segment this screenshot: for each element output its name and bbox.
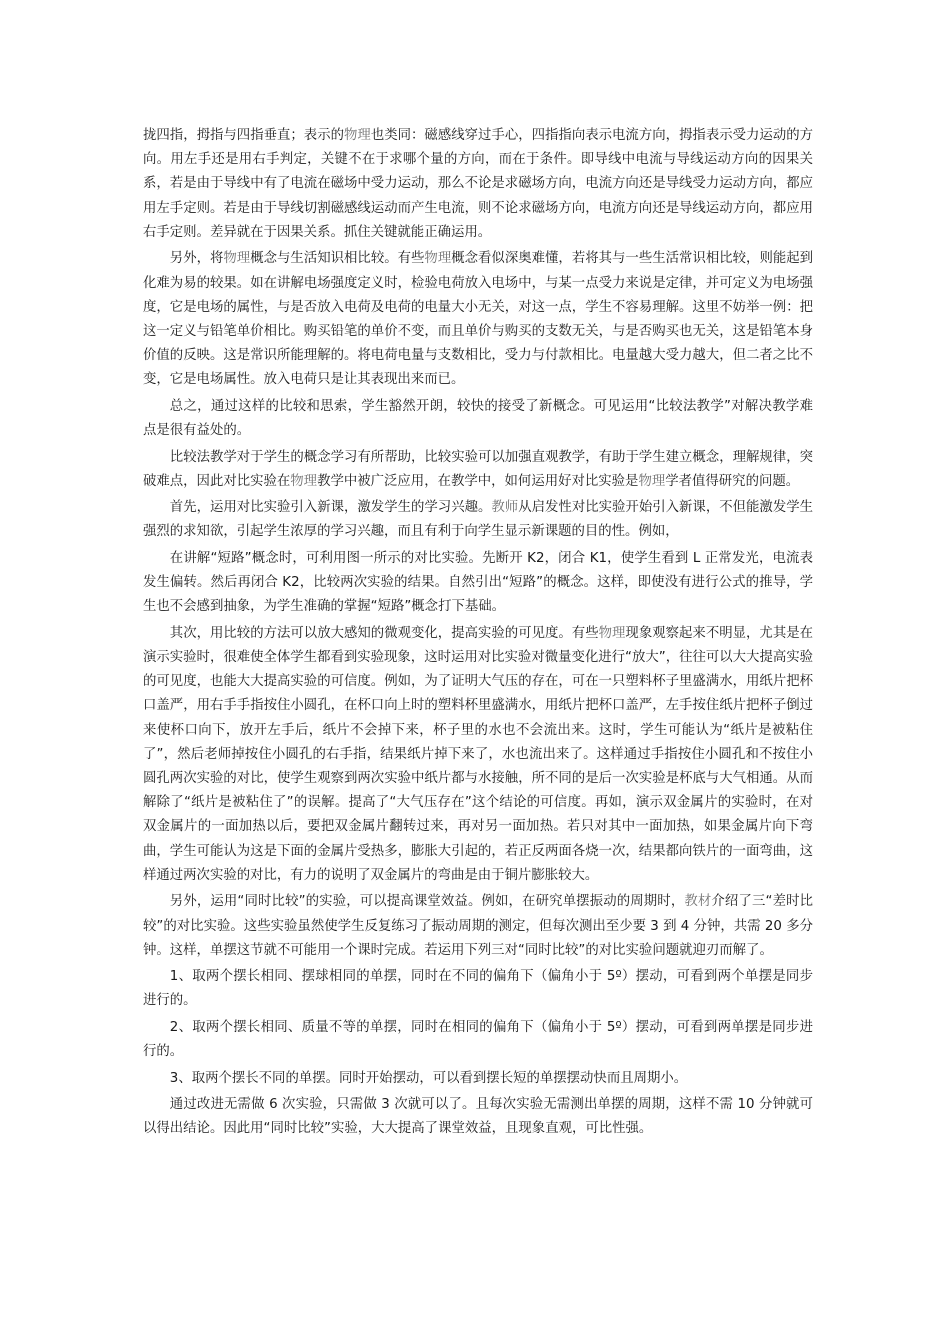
keyword-link-text: 物理 (424, 251, 452, 267)
paragraph-text: 首先，运用对比实验引入新课，激发学生的学习兴趣。 (169, 500, 492, 516)
paragraph-text: 其次，用比较的方法可以放大感知的微观变化，提高实验的可见度。有些 (169, 625, 599, 641)
paragraph (143, 496, 813, 544)
paragraph (143, 965, 813, 1013)
paragraph-text: 教学中被广泛应用，在教学中，如何运用好对比实验是 (317, 473, 639, 489)
keyword-link-text: 物理 (638, 473, 666, 489)
keyword-link-text: 教师 (491, 500, 519, 516)
keyword-link-text: 物理 (598, 625, 626, 641)
paragraph-text: 2、取两个摆长相同、质量不等的单摆，同时在相同的偏角下（偏角小于 5º）摆动，可看到两单摆是同步进行的。 (143, 1019, 813, 1060)
paragraph-text: 概念与生活知识相比较。有些 (250, 251, 425, 267)
paragraph (143, 395, 813, 443)
paragraph-text: 总之，通过这样的比较和思索，学生豁然开朗，较快的接受了新概念。可见运用“比较法教学”对解决教学难点是很有益处的。 (143, 398, 813, 439)
paragraph-text: 另外，将 (169, 251, 224, 267)
paragraph (143, 1067, 813, 1091)
paragraph (143, 547, 813, 620)
paragraph-text: 学者值得研究的问题。 (665, 473, 800, 489)
paragraph-text: 另外，运用“同时比较”的实验，可以提高课堂效益。例如，在研究单摆振动的周期时， (169, 894, 685, 910)
paragraph (143, 890, 813, 963)
paragraph-text: 也类同：磁感线穿过手心，四指指向表示电流方向，拇指表示受力运动的方向。用左手还是用右手判定，关键不在于求哪个量的方向，而在于条件。即导线中电流与导线运动方向的因果关系，若是由于导线中有了电流在磁场中受力运动，那么不论是求磁场方向，电流方向还是导线受力运动方向，都应用左手定则。若是由于导线切割磁感线运动而产生电流，则不论求磁场方向，电流方向还是导线运动方向，都应用右手定则。差异就在于因果关系。抓住关键就能正确运用。 (143, 128, 814, 240)
paragraph (143, 247, 813, 392)
paragraph-text: 拢四指，拇指与四指垂直；表示的 (143, 128, 345, 143)
paragraph (143, 1016, 813, 1064)
paragraph-text: 3、取两个摆长不同的单摆。同时开始摆动，可以看到摆长短的单摆摆动快而且周期小。 (169, 1070, 688, 1086)
paragraph-text: 比较法教学对于学生的概念学习有所帮助，比较实验可以加强直观教学，有助于学生建立概念，理解规律，突破难点，因此对比实验在 (143, 449, 813, 489)
keyword-link-text: 物理 (290, 473, 318, 489)
paragraph (143, 124, 813, 245)
document-page (143, 124, 813, 1144)
paragraph-text: 1、取两个摆长相同、摆球相同的单摆，同时在不同的偏角下（偏角小于 5º）摆动，可看到两个单摆是同步进行的。 (143, 969, 813, 1009)
paragraph-text: 现象观察起来不明显，尤其是在演示实验时，很难使全体学生都看到实验现象，这时运用对比实验对微量变化进行“放大”，往往可以大大提高实验的可见度，也能大大提高实验的可信度。例如，为了证明大气压的存在，可在一只塑料杯子里盛满水，用纸片把杯口盖严，用右手手指按住小圆孔，在杯口向上时的塑料杯里盛满水，用纸片把杯口盖严，左手按住纸片把杯子倒过来使杯口向下，放开左手后，纸片不会掉下来，杯子里的水也不会流出来。这时，学生可能认为“纸片是被粘住了”，然后老师掉按住小圆孔的右手指，结果纸片掉下来了，水也流出来了。这样通过手指按住小圆孔和不按住小圆孔两次实验的对比，使学生观察到两次实验中纸片都与水接触，所不同的是后一次实验是杯底与大气相通。从而解除了“纸片是被粘住了”的误解。提高了“大气压存在”这个结论的可信度。再如，演示双金属片的实验时，在对双金属片的一面加热以后，要把双金属片翻转过来，再对另一面加热。若只对其中一面加热，如果金属片向下弯曲，学生可能认为这是下面的金属片受热多，膨胀大引起的，若正反两面各烧一次，结果都向铁片的一面弯曲，这样通过两次实验的对比，有力的说明了双金属片的弯曲是由于铜片膨胀较大。 (143, 625, 814, 883)
paragraph-text: 通过改进无需做 6 次实验，只需做 3 次就可以了。且每次实验无需测出单摆的周期，这样不需 10 分钟就可以得出结论。因此用“同时比较”实验，大大提高了课堂效益，且现象直观，可比性强。 (143, 1097, 813, 1137)
keyword-link-text: 教材 (684, 894, 712, 910)
paragraph (143, 622, 813, 888)
paragraph-text: 从启发性对比实验开始引入新课，不但能激发学生强烈的求知欲，引起学生浓厚的学习兴趣，而且有利于向学生显示新课题的目的性。例如， (143, 500, 814, 540)
paragraph-text: 概念看似深奥难懂，若将其与一些生活常识相比较，则能起到化难为易的较果。如在讲解电场强度定义时，检验电荷放入电场中，与某一点受力来说是定律，并可定义为电场强度，它是电场的属性，与是否放入电荷及电荷的电量大小无关，对这一点，学生不容易理解。这里不妨举一例：把这一定义与铅笔单价相比。购买铅笔的单价不变，而且单价与购买的支数无关，与是否购买也无关，这是铅笔本身价值的反映。这是常识所能理解的。将电荷电量与支数相比，受力与付款相比。电量越大受力越大，但二者之比不变，它是电场属性。放入电荷只是让其表现出来而已。 (143, 251, 814, 388)
keyword-link-text: 物理 (223, 251, 251, 267)
paragraph (143, 1093, 813, 1141)
keyword-link-text: 物理 (344, 128, 371, 143)
paragraph (143, 446, 813, 494)
paragraph-text: 介绍了三“差时比较”的对比实验。这些实验虽然使学生反复练习了振动周期的测定，但每次测出至少要 3 到 4 分钟，共需 20 多分钟。这样，单摆这节就不可能用一个课时完成。若运用下列三对“同时比较”的对比实验问题就迎刃而解了。 (143, 894, 814, 958)
paragraph-text: 在讲解“短路”概念时，可利用图一所示的对比实验。先断开 K2，闭合 K1，使学生看到 L 正常发光，电流表发生偏转。然后再闭合 K2，比较两次实验的结果。自然引出“短路”的概念。这样，即使没有进行公式的推导，学生也不会感到抽象，为学生准确的掌握“短路”概念打下基础。 (143, 550, 813, 615)
